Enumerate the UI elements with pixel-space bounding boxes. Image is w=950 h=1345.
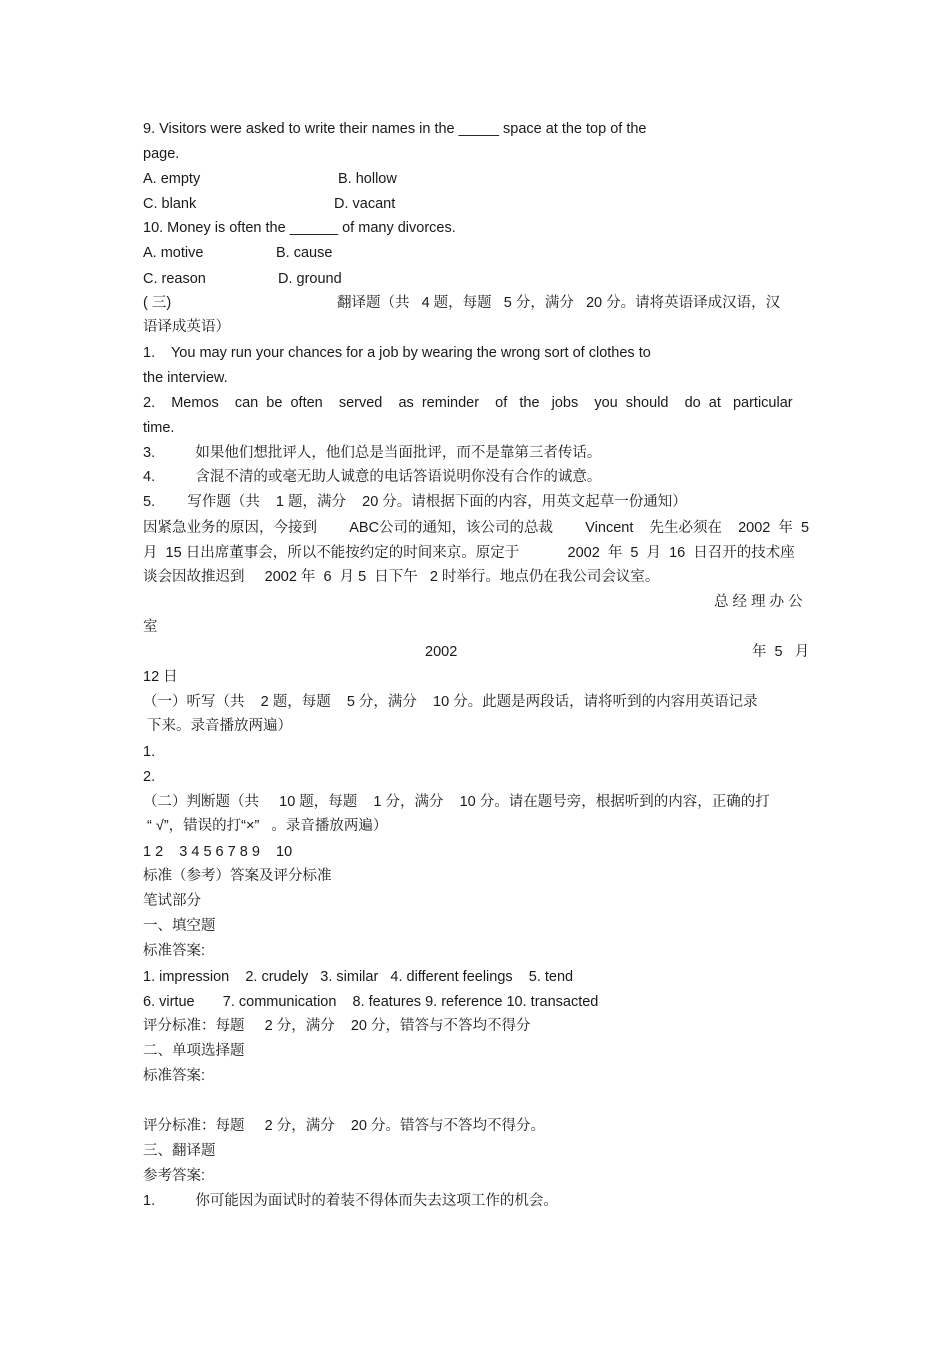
translation-3: 3. 如果他们想批评人，他们总是当面批评，而不是靠第三者传话。 bbox=[143, 445, 602, 461]
listening-section-title-cont: 下来。录音播放两遍） bbox=[143, 718, 293, 734]
translation-1-line-2: the interview. bbox=[143, 370, 228, 386]
judgement-section-title: （二）判断题（共 10 题，每题 1 分，满分 10 分。请在题号旁，根据听到的内容，正确的打 bbox=[143, 794, 770, 810]
fill-in-answer-label: 标准答案: bbox=[143, 943, 206, 959]
written-part-heading: 笔试部分 bbox=[143, 893, 201, 909]
notice-line-3: 谈会因故推迟到 2002 年 6 月 5 日下午 2 时举行。地点仍在我公司会议室。 bbox=[143, 569, 660, 585]
fill-in-answers-1: 1. impression 2. crudely 3. similar 4. different feelings 5. tend bbox=[143, 969, 574, 985]
answer-key-title: 标准（参考）答案及评分标准 bbox=[143, 868, 332, 884]
date-year: 2002 bbox=[425, 644, 458, 660]
notice-line-2: 月 15 日出席董事会，所以不能按约定的时间来京。原定于 2002 年 5 月 16 日召开的技术座 bbox=[143, 545, 795, 561]
choice-scoring: 评分标准：每题 2 分，满分 20 分。错答与不答均不得分。 bbox=[143, 1118, 546, 1134]
writing-task: 5. 写作题（共 1 题，满分 20 分。请根据下面的内容，用英文起草一份通知） bbox=[143, 494, 687, 510]
signature-office: 总 经 理 办 公 bbox=[714, 594, 803, 610]
question-9-line-2: page. bbox=[143, 146, 180, 162]
listening-item-2: 2. bbox=[143, 769, 156, 785]
listening-item-1: 1. bbox=[143, 744, 156, 760]
signature-office-cont: 室 bbox=[143, 619, 158, 635]
translation-4: 4. 含混不清的或毫无助人诚意的电话答语说明你没有合作的诚意。 bbox=[143, 469, 602, 485]
translation-2-line-1: 2. Memos can be often served as reminder of the jobs you should do at particular bbox=[143, 395, 793, 411]
question-9-option-b: B. hollow bbox=[338, 171, 397, 187]
judgement-section-title-cont: “ √”，错误的打“×” 。录音播放两遍） bbox=[143, 818, 388, 834]
fill-in-answers-2: 6. virtue 7. communication 8. features 9. reference 10. transacted bbox=[143, 994, 599, 1010]
question-10-option-c: C. reason bbox=[143, 271, 206, 287]
translation-reference-label: 参考答案: bbox=[143, 1168, 206, 1184]
question-9-line-1: 9. Visitors were asked to write their names in the _____ space at the top of the bbox=[143, 121, 647, 137]
section-translation-heading: 三、翻译题 bbox=[143, 1143, 216, 1159]
question-10-option-b: B. cause bbox=[276, 245, 333, 261]
date-year-month: 年 5 月 bbox=[752, 644, 810, 660]
date-day: 12 日 bbox=[143, 669, 178, 685]
fill-in-scoring: 评分标准：每题 2 分，满分 20 分，错答与不答均不得分 bbox=[143, 1018, 531, 1034]
section-choice-heading: 二、单项选择题 bbox=[143, 1043, 245, 1059]
section-3-number: ( 三) bbox=[143, 295, 172, 311]
section-3-title-cont: 语译成英语） bbox=[143, 319, 230, 335]
question-10-option-d: D. ground bbox=[278, 271, 342, 287]
choice-answer-label: 标准答案: bbox=[143, 1068, 206, 1084]
question-9-option-a: A. empty bbox=[143, 171, 201, 187]
listening-section-title: （一）听写（共 2 题，每题 5 分，满分 10 分。此题是两段话，请将听到的内容用英语记录 bbox=[143, 694, 758, 710]
notice-line-1: 因紧急业务的原因，今接到 ABC公司的通知，该公司的总裁 Vincent 先生必须在 2002 年 5 bbox=[143, 520, 810, 536]
translation-answer-1: 1. 你可能因为面试时的着装不得体而失去这项工作的机会。 bbox=[143, 1193, 558, 1209]
section-fill-in-heading: 一、填空题 bbox=[143, 918, 216, 934]
translation-1-line-1: 1. You may run your chances for a job by wearing the wrong sort of clothes to bbox=[143, 345, 651, 361]
question-9-option-c: C. blank bbox=[143, 196, 197, 212]
question-10-option-a: A. motive bbox=[143, 245, 204, 261]
judgement-numbers: 1 2 3 4 5 6 7 8 9 10 bbox=[143, 844, 293, 860]
question-10: 10. Money is often the ______ of many divorces. bbox=[143, 220, 456, 236]
translation-2-line-2: time. bbox=[143, 420, 175, 436]
section-3-title: 翻译题（共 4 题，每题 5 分，满分 20 分。请将英语译成汉语，汉 bbox=[337, 295, 781, 311]
question-9-option-d: D. vacant bbox=[334, 196, 396, 212]
